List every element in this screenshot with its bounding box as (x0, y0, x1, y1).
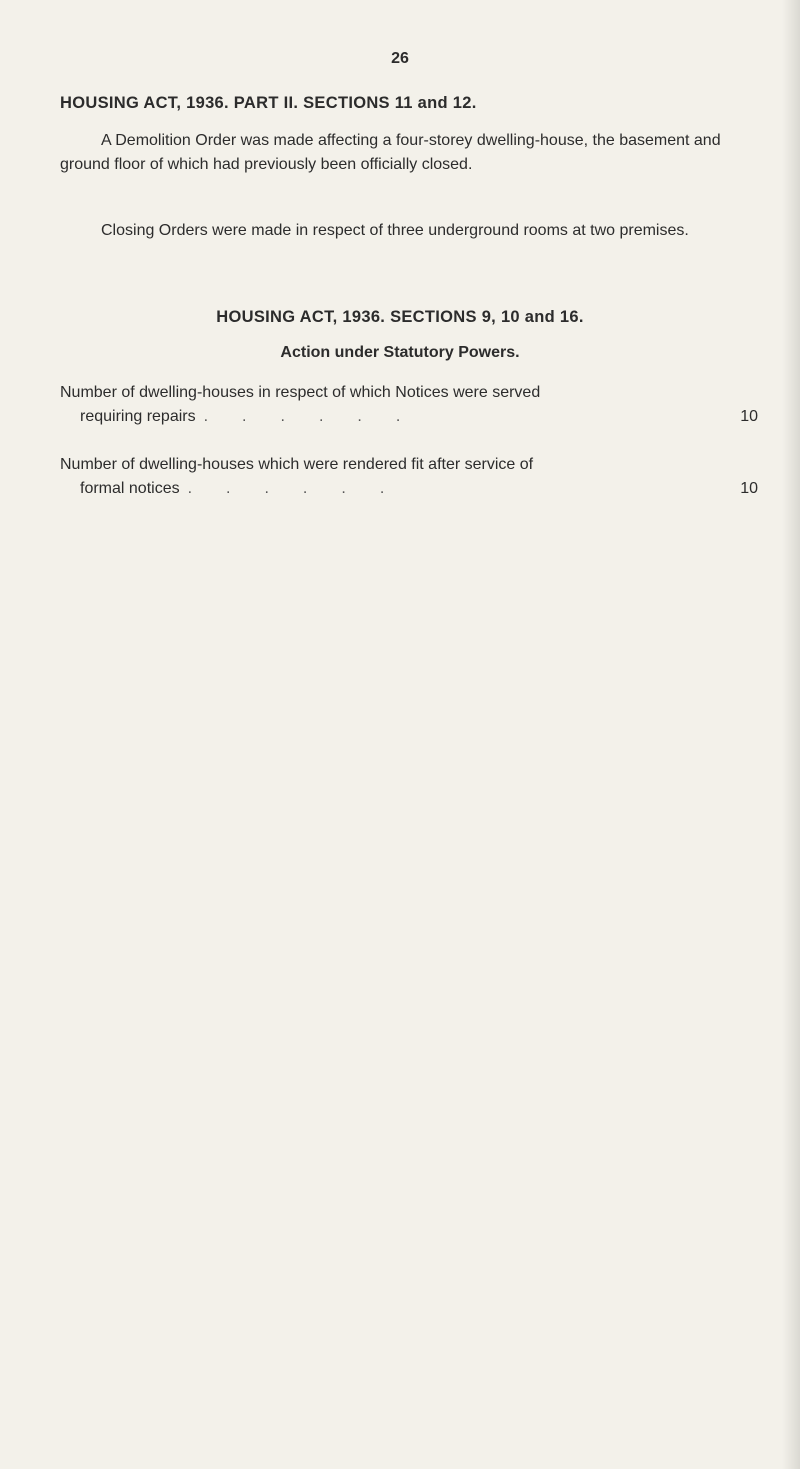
paragraph-closing-orders: Closing Orders were made in respect of three underground rooms at two premises. (101, 222, 689, 239)
stat-label-line1: Number of dwelling-houses which were rendered fit after service of (60, 456, 534, 473)
leader-dots: ...... (203, 408, 435, 425)
stat-label-line2: formal notices (80, 480, 180, 497)
stat-label-line1: Number of dwelling-houses in respect of which Notices were served (60, 384, 541, 401)
page-edge-shadow (782, 0, 800, 1469)
stat-row-notices-served (60, 381, 768, 429)
paragraph-demolition-order: A Demolition Order was made affecting a four-storey dwelling-house, the basement and ground floor of which had previously been officially closed. (60, 132, 721, 173)
stat-value: 10 (740, 480, 758, 497)
section-subheading: Action under Statutory Powers. (280, 344, 520, 361)
stat-label-line2: requiring repairs (80, 408, 196, 425)
page-number: 26 (391, 50, 409, 67)
section-heading-part-ii: HOUSING ACT, 1936. PART II. SECTIONS 11 and 12. (60, 94, 477, 112)
leader-dots: ...... (187, 480, 419, 497)
stat-value: 10 (740, 408, 758, 425)
section-heading-sections-9-10-16: HOUSING ACT, 1936. SECTIONS 9, 10 and 16. (216, 308, 584, 326)
stat-row-rendered-fit (60, 453, 768, 501)
